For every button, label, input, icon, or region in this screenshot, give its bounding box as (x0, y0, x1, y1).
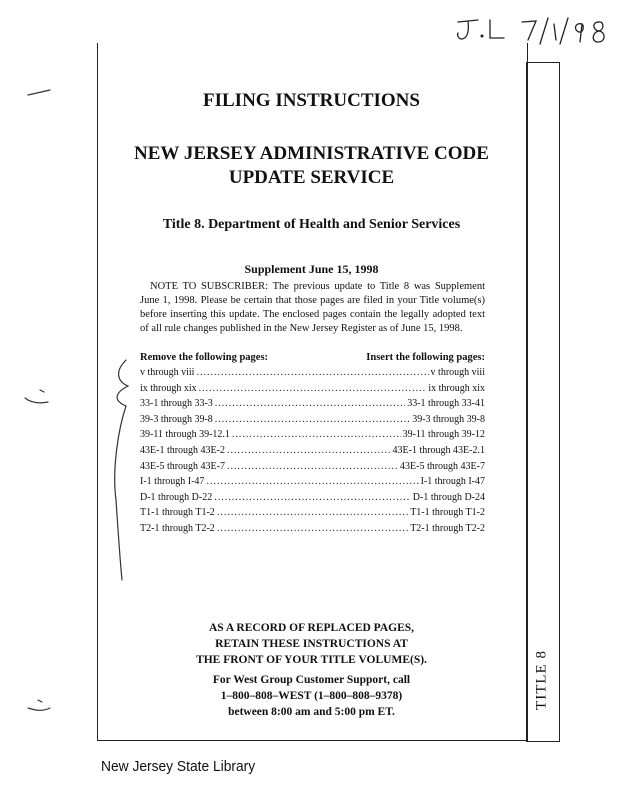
remove-cell: T2-1 through T2-2 (140, 522, 215, 534)
table-row (140, 476, 485, 492)
leader-dots (217, 523, 408, 534)
insert-cell: T1-1 through T1-2 (410, 507, 485, 519)
leader-dots (215, 414, 410, 425)
supplement-date: Supplement June 15, 1998 (244, 262, 379, 276)
table-row (140, 461, 485, 477)
leader-dots (227, 445, 391, 456)
insert-cell: I-1 through I-47 (420, 476, 485, 488)
binding-hole-mark (28, 700, 50, 710)
insert-cell: v through viii (430, 367, 485, 378)
remove-cell: 33-1 through 33-3 (140, 398, 213, 410)
remove-pages-header: Remove the following pages: (140, 352, 269, 363)
page-table-header (140, 352, 485, 363)
remove-cell: ix through xix (140, 382, 197, 394)
code-heading-line2: UPDATE SERVICE (228, 167, 395, 188)
subscriber-note (140, 280, 485, 336)
remove-cell: 43E-1 through 43E-2 (140, 444, 225, 456)
leader-dots (199, 383, 427, 394)
table-row (140, 367, 485, 383)
insert-cell: 33-1 through 33-41 (407, 398, 485, 410)
record-line1: AS A RECORD OF REPLACED PAGES, (208, 622, 415, 634)
insert-cell: 43E-5 through 43E-7 (400, 460, 485, 472)
table-row (140, 507, 485, 523)
insert-cell: 39-3 through 39-8 (412, 413, 485, 425)
insert-cell: 39-11 through 39-12 (402, 429, 485, 441)
insert-cell: 43E-1 through 43E-2.1 (392, 444, 485, 456)
leader-dots (206, 476, 418, 487)
remove-cell: v through viii (140, 367, 195, 378)
insert-pages-header: Insert the following pages: (366, 352, 485, 363)
remove-cell: 39-11 through 39-12.1 (140, 429, 230, 441)
department-heading: Title 8. Department of Health and Senior Services (162, 217, 461, 232)
leader-dots (227, 461, 398, 472)
record-line3: THE FRONT OF YOUR TITLE VOLUME(S). (196, 654, 427, 666)
filing-instructions-title: FILING INSTRUCTIONS (203, 90, 420, 111)
remove-cell: 43E-5 through 43E-7 (140, 460, 225, 472)
customer-support-info (97, 672, 526, 720)
table-row (140, 414, 485, 430)
binding-hole-mark (25, 390, 48, 403)
remove-cell: I-1 through I-47 (140, 476, 205, 488)
subscriber-note-text: NOTE TO SUBSCRIBER: The previous update to Title 8 was Supplement June 1, 1998. Please be certain that those pages are filed in your Title volume(s) before inserting this update. The enclosed pages contain the legally adopted text of all rule changes published in the New Jersey Register as of June 15, 1998. (140, 281, 485, 334)
insert-cell: D-1 through D-24 (412, 491, 485, 503)
table-row (140, 398, 485, 414)
library-footer: New Jersey State Library (101, 758, 256, 775)
support-hours: between 8:00 am and 5:00 pm ET. (228, 706, 395, 718)
remove-cell: 39-3 through 39-8 (140, 413, 213, 425)
insert-cell: ix through xix (428, 382, 485, 394)
leader-dots (217, 507, 408, 518)
code-heading-line1: NEW JERSEY ADMINISTRATIVE CODE (134, 143, 489, 164)
table-row (140, 523, 485, 539)
leader-dots (215, 398, 405, 409)
record-instructions (97, 620, 526, 668)
title-tab-text: TITLE 8 (533, 650, 550, 710)
leader-dots (214, 492, 411, 503)
remove-cell: T1-1 through T1-2 (140, 507, 215, 519)
remove-cell: D-1 through D-22 (140, 491, 213, 503)
leader-dots (196, 367, 428, 378)
binding-hole-mark (28, 90, 50, 95)
leader-dots (232, 429, 401, 440)
title-tab-label (529, 640, 555, 720)
table-row (140, 492, 485, 508)
table-row (140, 445, 485, 461)
insert-cell: T2-1 through T2-2 (410, 522, 485, 534)
table-row (140, 429, 485, 445)
record-line2: RETAIN THESE INSTRUCTIONS AT (215, 638, 408, 650)
support-line1: For West Group Customer Support, call (212, 674, 411, 686)
support-phone: 1–800–808–WEST (1–800–808–9378) (220, 690, 403, 702)
table-row (140, 383, 485, 399)
code-update-heading (97, 142, 526, 190)
page-table (140, 367, 485, 539)
